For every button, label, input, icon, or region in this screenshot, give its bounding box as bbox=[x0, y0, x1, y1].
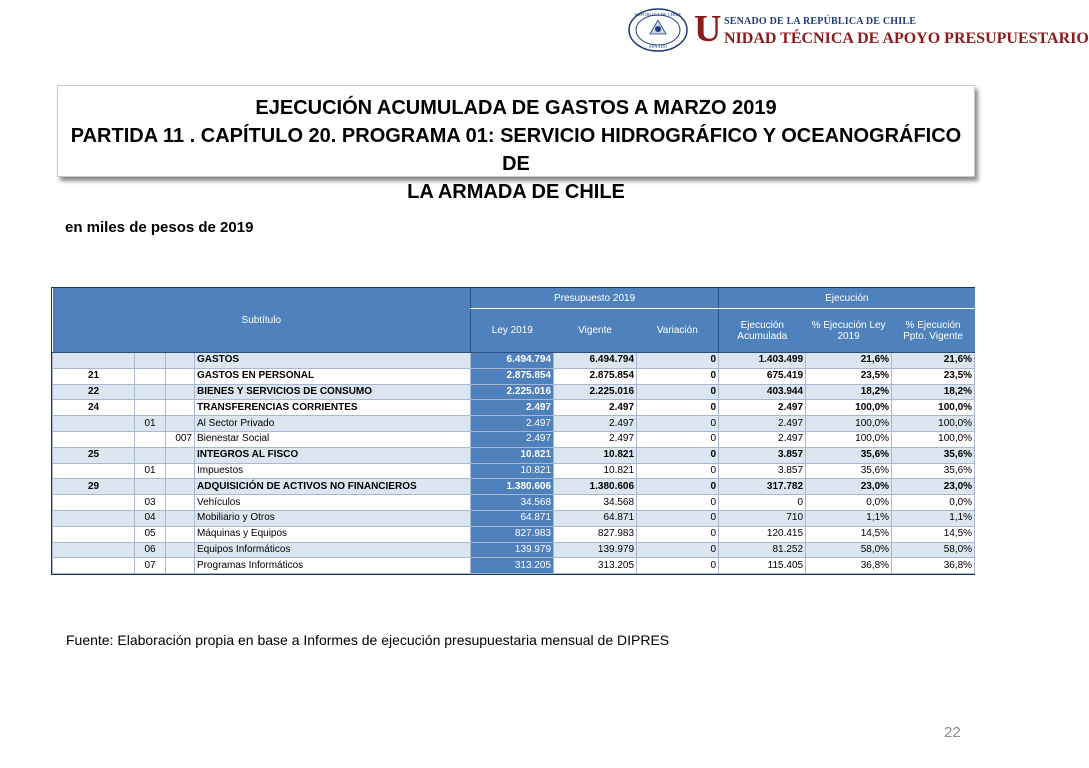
seal-top-text: REPÚBLICA DE CHILE bbox=[634, 12, 682, 17]
header-subtitulo: Subtítulo bbox=[53, 288, 471, 353]
cell-subtitulo bbox=[53, 431, 135, 447]
cell-ley: 2.497 bbox=[471, 431, 554, 447]
table-row bbox=[53, 479, 975, 495]
cell-ejecucion: 2.497 bbox=[719, 400, 806, 416]
cell-vigente: 10.821 bbox=[554, 463, 637, 479]
cell-vigente: 827.983 bbox=[554, 526, 637, 542]
cell-ejecucion: 2.497 bbox=[719, 431, 806, 447]
table-row bbox=[53, 400, 975, 416]
cell-denominacion: Programas Informáticos bbox=[195, 558, 471, 574]
cell-pct-vigente: 100,0% bbox=[892, 416, 975, 432]
cell-pct-ley: 35,6% bbox=[806, 447, 892, 463]
header-ejec-acum: Ejecución Acumulada bbox=[719, 309, 806, 353]
cell-item: 06 bbox=[135, 542, 166, 558]
cell-variacion: 0 bbox=[637, 479, 719, 495]
cell-pct-ley: 0,0% bbox=[806, 495, 892, 511]
header-vigente: Vigente bbox=[554, 309, 637, 353]
cell-ejecucion: 3.857 bbox=[719, 463, 806, 479]
cell-subtitulo bbox=[53, 526, 135, 542]
cell-asignacion bbox=[166, 495, 195, 511]
cell-variacion: 0 bbox=[637, 416, 719, 432]
cell-ley: 2.497 bbox=[471, 400, 554, 416]
cell-ley: 2.225.016 bbox=[471, 384, 554, 400]
cell-subtitulo bbox=[53, 495, 135, 511]
cell-vigente: 10.821 bbox=[554, 447, 637, 463]
cell-variacion: 0 bbox=[637, 400, 719, 416]
cell-item: 01 bbox=[135, 463, 166, 479]
cell-pct-vigente: 36,8% bbox=[892, 558, 975, 574]
cell-ley: 139.979 bbox=[471, 542, 554, 558]
cell-variacion: 0 bbox=[637, 447, 719, 463]
source-note: Fuente: Elaboración propia en base a Informes de ejecución presupuestaria mensual de DIPRES bbox=[66, 632, 670, 648]
cell-variacion: 0 bbox=[637, 463, 719, 479]
cell-vigente: 1.380.606 bbox=[554, 479, 637, 495]
cell-ley: 10.821 bbox=[471, 447, 554, 463]
cell-pct-vigente: 23,5% bbox=[892, 368, 975, 384]
cell-vigente: 6.494.794 bbox=[554, 353, 637, 369]
cell-ejecucion: 0 bbox=[719, 495, 806, 511]
cell-variacion: 0 bbox=[637, 353, 719, 369]
cell-asignacion bbox=[166, 510, 195, 526]
cell-pct-ley: 100,0% bbox=[806, 400, 892, 416]
cell-item bbox=[135, 384, 166, 400]
cell-item bbox=[135, 431, 166, 447]
cell-subtitulo: 24 bbox=[53, 400, 135, 416]
cell-variacion: 0 bbox=[637, 542, 719, 558]
table-row bbox=[53, 495, 975, 511]
header-pct-ley: % Ejecución Ley 2019 bbox=[806, 309, 892, 353]
logo-line2: NIDAD TÉCNICA DE APOYO PRESUPUESTARIO bbox=[724, 30, 1089, 47]
cell-subtitulo bbox=[53, 463, 135, 479]
cell-pct-ley: 23,5% bbox=[806, 368, 892, 384]
cell-ley: 6.494.794 bbox=[471, 353, 554, 369]
cell-denominacion: Impuestos bbox=[195, 463, 471, 479]
cell-item bbox=[135, 353, 166, 369]
cell-vigente: 2.497 bbox=[554, 416, 637, 432]
cell-ley: 34.568 bbox=[471, 495, 554, 511]
cell-pct-ley: 14,5% bbox=[806, 526, 892, 542]
table-row bbox=[53, 526, 975, 542]
cell-pct-ley: 100,0% bbox=[806, 431, 892, 447]
cell-asignacion bbox=[166, 447, 195, 463]
table-row bbox=[53, 431, 975, 447]
table-row bbox=[53, 510, 975, 526]
table-row bbox=[53, 558, 975, 574]
cell-denominacion: GASTOS bbox=[195, 353, 471, 369]
cell-denominacion: Mobiliario y Otros bbox=[195, 510, 471, 526]
cell-pct-vigente: 1,1% bbox=[892, 510, 975, 526]
cell-ejecucion: 1.403.499 bbox=[719, 353, 806, 369]
senate-seal-icon bbox=[628, 8, 688, 52]
cell-vigente: 2.497 bbox=[554, 400, 637, 416]
cell-pct-vigente: 14,5% bbox=[892, 526, 975, 542]
cell-asignacion bbox=[166, 526, 195, 542]
cell-denominacion: GASTOS EN PERSONAL bbox=[195, 368, 471, 384]
cell-variacion: 0 bbox=[637, 510, 719, 526]
cell-subtitulo bbox=[53, 542, 135, 558]
cell-item bbox=[135, 447, 166, 463]
cell-item bbox=[135, 400, 166, 416]
cell-asignacion bbox=[166, 416, 195, 432]
cell-item: 03 bbox=[135, 495, 166, 511]
cell-item: 07 bbox=[135, 558, 166, 574]
header-ley: Ley 2019 bbox=[471, 309, 554, 353]
cell-item: 04 bbox=[135, 510, 166, 526]
logo-initial: U bbox=[694, 8, 722, 50]
cell-pct-ley: 58,0% bbox=[806, 542, 892, 558]
cell-vigente: 2.225.016 bbox=[554, 384, 637, 400]
cell-asignacion bbox=[166, 558, 195, 574]
cell-asignacion bbox=[166, 384, 195, 400]
cell-ley: 2.497 bbox=[471, 416, 554, 432]
cell-pct-vigente: 35,6% bbox=[892, 463, 975, 479]
cell-ejecucion: 317.782 bbox=[719, 479, 806, 495]
header-ejecucion: Ejecución bbox=[719, 288, 975, 309]
cell-vigente: 139.979 bbox=[554, 542, 637, 558]
cell-pct-vigente: 0,0% bbox=[892, 495, 975, 511]
cell-ejecucion: 675.419 bbox=[719, 368, 806, 384]
cell-denominacion: INTEGROS AL FISCO bbox=[195, 447, 471, 463]
cell-ley: 313.205 bbox=[471, 558, 554, 574]
cell-ejecucion: 710 bbox=[719, 510, 806, 526]
cell-denominacion: ADQUISICIÓN DE ACTIVOS NO FINANCIEROS bbox=[195, 479, 471, 495]
cell-variacion: 0 bbox=[637, 368, 719, 384]
cell-ejecucion: 120.415 bbox=[719, 526, 806, 542]
cell-ley: 64.871 bbox=[471, 510, 554, 526]
cell-subtitulo: 21 bbox=[53, 368, 135, 384]
cell-pct-vigente: 58,0% bbox=[892, 542, 975, 558]
cell-asignacion bbox=[166, 463, 195, 479]
header-pct-vigente: % Ejecución Ppto. Vigente bbox=[892, 309, 975, 353]
cell-subtitulo bbox=[53, 416, 135, 432]
cell-denominacion: Equipos Informáticos bbox=[195, 542, 471, 558]
cell-vigente: 2.497 bbox=[554, 431, 637, 447]
table-row bbox=[53, 447, 975, 463]
units-label: en miles de pesos de 2019 bbox=[65, 219, 254, 236]
cell-asignacion bbox=[166, 400, 195, 416]
cell-variacion: 0 bbox=[637, 558, 719, 574]
table-row bbox=[53, 353, 975, 369]
cell-ejecucion: 2.497 bbox=[719, 416, 806, 432]
cell-pct-vigente: 100,0% bbox=[892, 400, 975, 416]
cell-subtitulo bbox=[53, 353, 135, 369]
cell-ley: 2.875.854 bbox=[471, 368, 554, 384]
table-row bbox=[53, 416, 975, 432]
header-variacion: Variación bbox=[637, 309, 719, 353]
cell-pct-ley: 35,6% bbox=[806, 463, 892, 479]
table-row bbox=[53, 463, 975, 479]
title-line3: LA ARMADA DE CHILE bbox=[407, 181, 625, 203]
cell-ejecucion: 3.857 bbox=[719, 447, 806, 463]
title-line2: PARTIDA 11 . CAPÍTULO 20. PROGRAMA 01: SERVICIO HIDROGRÁFICO Y OCEANOGRÁFICO DE bbox=[70, 125, 962, 175]
cell-subtitulo bbox=[53, 558, 135, 574]
cell-ejecucion: 115.405 bbox=[719, 558, 806, 574]
cell-subtitulo: 25 bbox=[53, 447, 135, 463]
cell-asignacion: 007 bbox=[166, 431, 195, 447]
cell-subtitulo: 29 bbox=[53, 479, 135, 495]
cell-denominacion: TRANSFERENCIAS CORRIENTES bbox=[195, 400, 471, 416]
senate-logo bbox=[628, 8, 1089, 56]
cell-item: 01 bbox=[135, 416, 166, 432]
table-row bbox=[53, 384, 975, 400]
cell-pct-ley: 18,2% bbox=[806, 384, 892, 400]
cell-vigente: 64.871 bbox=[554, 510, 637, 526]
cell-vigente: 2.875.854 bbox=[554, 368, 637, 384]
cell-pct-ley: 23,0% bbox=[806, 479, 892, 495]
cell-denominacion: Bienestar Social bbox=[195, 431, 471, 447]
cell-denominacion: Al Sector Privado bbox=[195, 416, 471, 432]
budget-table bbox=[51, 287, 975, 575]
cell-pct-vigente: 100,0% bbox=[892, 431, 975, 447]
cell-asignacion bbox=[166, 353, 195, 369]
cell-subtitulo bbox=[53, 510, 135, 526]
cell-ley: 10.821 bbox=[471, 463, 554, 479]
cell-ley: 827.983 bbox=[471, 526, 554, 542]
cell-variacion: 0 bbox=[637, 495, 719, 511]
cell-ejecucion: 81.252 bbox=[719, 542, 806, 558]
cell-asignacion bbox=[166, 368, 195, 384]
cell-variacion: 0 bbox=[637, 431, 719, 447]
cell-vigente: 34.568 bbox=[554, 495, 637, 511]
cell-item: 05 bbox=[135, 526, 166, 542]
cell-denominacion: Vehículos bbox=[195, 495, 471, 511]
cell-pct-vigente: 35,6% bbox=[892, 447, 975, 463]
table-row bbox=[53, 542, 975, 558]
cell-pct-ley: 36,8% bbox=[806, 558, 892, 574]
cell-asignacion bbox=[166, 479, 195, 495]
cell-pct-ley: 100,0% bbox=[806, 416, 892, 432]
cell-subtitulo: 22 bbox=[53, 384, 135, 400]
page-number: 22 bbox=[944, 724, 961, 741]
cell-item bbox=[135, 479, 166, 495]
cell-item bbox=[135, 368, 166, 384]
cell-asignacion bbox=[166, 542, 195, 558]
title-line1: EJECUCIÓN ACUMULADA DE GASTOS A MARZO 2019 bbox=[255, 97, 777, 119]
cell-denominacion: Máquinas y Equipos bbox=[195, 526, 471, 542]
cell-pct-vigente: 21,6% bbox=[892, 353, 975, 369]
cell-ley: 1.380.606 bbox=[471, 479, 554, 495]
cell-pct-vigente: 18,2% bbox=[892, 384, 975, 400]
cell-variacion: 0 bbox=[637, 384, 719, 400]
cell-pct-ley: 21,6% bbox=[806, 353, 892, 369]
cell-denominacion: BIENES Y SERVICIOS DE CONSUMO bbox=[195, 384, 471, 400]
logo-line1: SENADO DE LA REPÚBLICA DE CHILE bbox=[724, 16, 917, 27]
header-presupuesto: Presupuesto 2019 bbox=[471, 288, 719, 309]
cell-pct-vigente: 23,0% bbox=[892, 479, 975, 495]
cell-vigente: 313.205 bbox=[554, 558, 637, 574]
cell-ejecucion: 403.944 bbox=[719, 384, 806, 400]
cell-variacion: 0 bbox=[637, 526, 719, 542]
seal-bottom-text: SENADO bbox=[648, 44, 668, 49]
title-box bbox=[57, 85, 975, 203]
cell-pct-ley: 1,1% bbox=[806, 510, 892, 526]
table-row bbox=[53, 368, 975, 384]
